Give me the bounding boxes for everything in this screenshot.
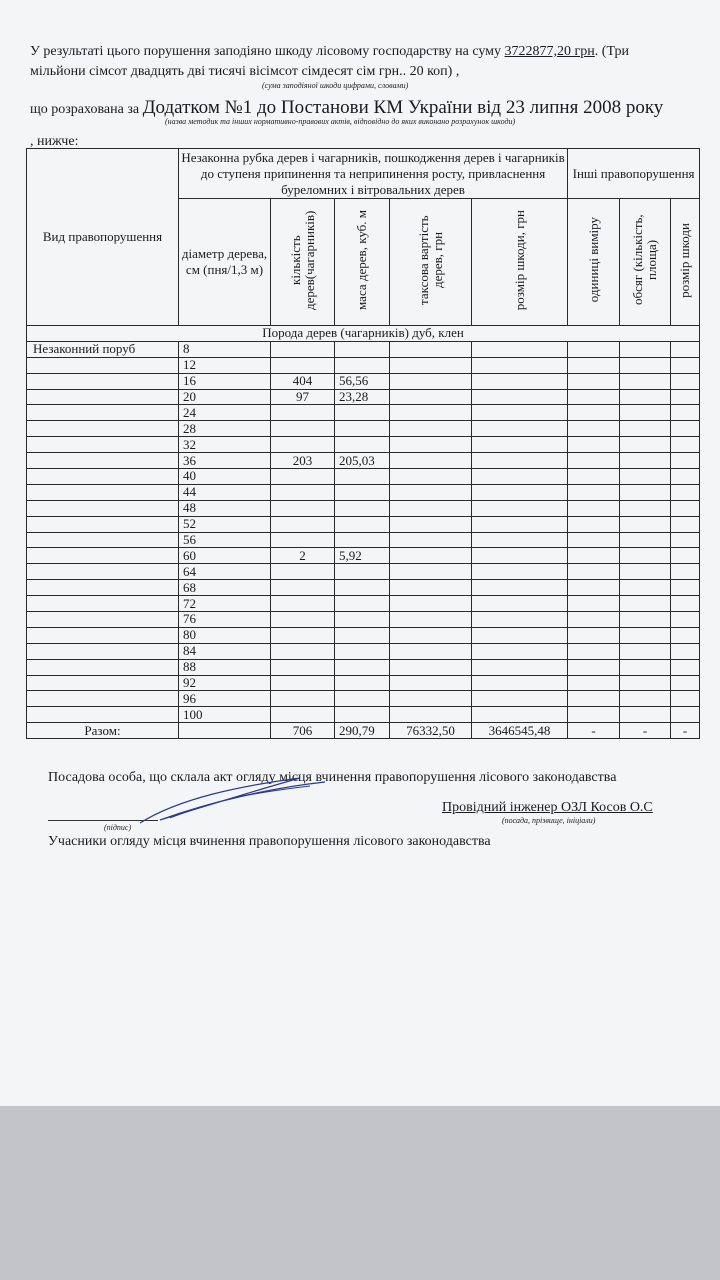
- damage-cell: [472, 421, 568, 437]
- damage-other-cell: [671, 643, 700, 659]
- count-cell: [271, 341, 335, 357]
- mass-cell: 205,03: [335, 453, 390, 469]
- mass-cell: [335, 421, 390, 437]
- count-cell: [271, 516, 335, 532]
- legal-basis-note: (назва методик та інших нормативно-правових актів, відповідно до яких виконано розрахунок шкоди): [165, 117, 516, 126]
- count-cell: [271, 437, 335, 453]
- tax-cell: [390, 707, 472, 723]
- damage-other-cell: [671, 675, 700, 691]
- table-row: [27, 373, 700, 389]
- count-cell: 404: [271, 373, 335, 389]
- header-damage-other-label: розмір шкоди: [677, 222, 693, 298]
- damage-cell: [472, 548, 568, 564]
- count-cell: [271, 405, 335, 421]
- diameter-cell: 76: [179, 612, 271, 628]
- units-cell: [568, 500, 620, 516]
- violation-cell: [27, 469, 179, 485]
- mass-cell: [335, 341, 390, 357]
- violation-cell: [27, 580, 179, 596]
- mass-cell: [335, 532, 390, 548]
- volume-cell: [620, 707, 671, 723]
- damage-cell: [472, 373, 568, 389]
- volume-cell: [620, 675, 671, 691]
- units-cell: [568, 596, 620, 612]
- table-row: [27, 612, 700, 628]
- damage-other-cell: [671, 627, 700, 643]
- damage-other-cell: [671, 707, 700, 723]
- diameter-cell: 56: [179, 532, 271, 548]
- units-cell: [568, 357, 620, 373]
- total-damage: 3646545,48: [472, 723, 568, 739]
- volume-cell: [620, 469, 671, 485]
- damage-cell: [472, 580, 568, 596]
- damage-other-cell: [671, 532, 700, 548]
- signature-note: (підпис): [104, 823, 132, 832]
- species-row: Порода дерев (чагарників) дуб, клен: [27, 326, 700, 342]
- table-row: [27, 405, 700, 421]
- total-units: -: [568, 723, 620, 739]
- units-cell: [568, 437, 620, 453]
- volume-cell: [620, 437, 671, 453]
- damage-other-cell: [671, 516, 700, 532]
- damage-cell: [472, 627, 568, 643]
- diameter-cell: 72: [179, 596, 271, 612]
- table-row: [27, 627, 700, 643]
- diameter-cell: 64: [179, 564, 271, 580]
- tax-cell: [390, 675, 472, 691]
- units-cell: [568, 627, 620, 643]
- mass-cell: [335, 484, 390, 500]
- diameter-cell: 96: [179, 691, 271, 707]
- violation-cell: Незаконний поруб: [27, 341, 179, 357]
- position-note: (посада, прізвище, ініціали): [502, 816, 596, 825]
- total-mass: 290,79: [335, 723, 390, 739]
- volume-cell: [620, 659, 671, 675]
- violation-cell: [27, 627, 179, 643]
- units-cell: [568, 675, 620, 691]
- volume-cell: [620, 357, 671, 373]
- tax-cell: [390, 341, 472, 357]
- tax-cell: [390, 357, 472, 373]
- diameter-cell: 32: [179, 437, 271, 453]
- violation-cell: [27, 357, 179, 373]
- damage-other-cell: [671, 421, 700, 437]
- damage-other-cell: [671, 564, 700, 580]
- mass-cell: [335, 627, 390, 643]
- tax-cell: [390, 373, 472, 389]
- damage-cell: [472, 357, 568, 373]
- volume-cell: [620, 691, 671, 707]
- units-cell: [568, 389, 620, 405]
- header-illegal-felling: Незаконна рубка дерев і чагарників, пошкодження дерев і чагарників до ступеня припинення та неприпинення росту, привласнення буреломних і вітровальних дерев: [179, 149, 568, 199]
- mass-cell: 23,28: [335, 389, 390, 405]
- mass-cell: [335, 516, 390, 532]
- damage-other-cell: [671, 373, 700, 389]
- header-volume-label: обсяг (кількість, площа): [630, 214, 660, 306]
- damage-cell: [472, 437, 568, 453]
- units-cell: [568, 612, 620, 628]
- units-cell: [568, 691, 620, 707]
- units-cell: [568, 405, 620, 421]
- damage-cell: [472, 453, 568, 469]
- units-cell: [568, 469, 620, 485]
- table-row: [27, 453, 700, 469]
- table-row: [27, 484, 700, 500]
- damage-cell: [472, 707, 568, 723]
- table-row: [27, 389, 700, 405]
- tax-cell: [390, 516, 472, 532]
- mass-cell: [335, 643, 390, 659]
- volume-cell: [620, 421, 671, 437]
- tax-cell: [390, 500, 472, 516]
- table-row: [27, 357, 700, 373]
- header-tax-label: таксова вартість дерев, грн: [415, 215, 445, 305]
- diameter-cell: 24: [179, 405, 271, 421]
- units-cell: [568, 707, 620, 723]
- violation-cell: [27, 500, 179, 516]
- intro-line-1: [30, 44, 629, 60]
- tax-cell: [390, 548, 472, 564]
- diameter-cell: 28: [179, 421, 271, 437]
- count-cell: [271, 469, 335, 485]
- violation-cell: [27, 437, 179, 453]
- damage-other-cell: [671, 500, 700, 516]
- mass-cell: [335, 707, 390, 723]
- units-cell: [568, 373, 620, 389]
- amount-note: (сума заподіяної шкоди цифрами, словами): [262, 81, 409, 90]
- volume-cell: [620, 453, 671, 469]
- diameter-cell: 88: [179, 659, 271, 675]
- mass-cell: [335, 500, 390, 516]
- table-row: [27, 421, 700, 437]
- header-mass: [335, 199, 390, 326]
- damage-cell: [472, 532, 568, 548]
- mass-cell: [335, 580, 390, 596]
- volume-cell: [620, 612, 671, 628]
- tax-cell: [390, 580, 472, 596]
- damage-cell: [472, 516, 568, 532]
- table-row: [27, 437, 700, 453]
- count-cell: [271, 707, 335, 723]
- damage-cell: [472, 612, 568, 628]
- header-damage: [472, 199, 568, 326]
- damage-other-cell: [671, 612, 700, 628]
- damage-other-cell: [671, 341, 700, 357]
- count-cell: [271, 580, 335, 596]
- damage-cell: [472, 389, 568, 405]
- mass-cell: 5,92: [335, 548, 390, 564]
- count-cell: [271, 532, 335, 548]
- intro-text: У результаті цього порушення заподіяно шкоду лісовому господарству на суму: [30, 44, 502, 59]
- damage-other-cell: [671, 548, 700, 564]
- total-tax: 76332,50: [390, 723, 472, 739]
- damage-cell: [472, 405, 568, 421]
- table-row: [27, 691, 700, 707]
- units-cell: [568, 341, 620, 357]
- units-cell: [568, 643, 620, 659]
- mass-cell: [335, 675, 390, 691]
- diameter-cell: 60: [179, 548, 271, 564]
- table-row: [27, 659, 700, 675]
- tax-cell: [390, 564, 472, 580]
- diameter-cell: 100: [179, 707, 271, 723]
- damage-cell: [472, 659, 568, 675]
- table-row: [27, 500, 700, 516]
- units-cell: [568, 421, 620, 437]
- diameter-cell: 84: [179, 643, 271, 659]
- volume-cell: [620, 580, 671, 596]
- units-cell: [568, 516, 620, 532]
- tax-cell: [390, 691, 472, 707]
- violation-cell: [27, 564, 179, 580]
- damage-cell: [472, 341, 568, 357]
- tax-cell: [390, 421, 472, 437]
- table-row: [27, 675, 700, 691]
- count-cell: [271, 643, 335, 659]
- violation-cell: [27, 484, 179, 500]
- units-cell: [568, 532, 620, 548]
- count-cell: 203: [271, 453, 335, 469]
- tax-cell: [390, 643, 472, 659]
- damage-other-cell: [671, 469, 700, 485]
- mass-cell: [335, 659, 390, 675]
- volume-cell: [620, 516, 671, 532]
- units-cell: [568, 453, 620, 469]
- header-units-label: одиниці виміру: [585, 217, 601, 303]
- violation-cell: [27, 659, 179, 675]
- tax-cell: [390, 596, 472, 612]
- header-damage-label: розмір шкоди, грн: [511, 209, 527, 311]
- volume-cell: [620, 389, 671, 405]
- violation-cell: [27, 421, 179, 437]
- volume-cell: [620, 484, 671, 500]
- count-cell: [271, 500, 335, 516]
- intro-text: що розрахована за: [30, 102, 140, 117]
- mass-cell: [335, 357, 390, 373]
- table-row: [27, 707, 700, 723]
- volume-cell: [620, 500, 671, 516]
- table-row: [27, 532, 700, 548]
- volume-cell: [620, 548, 671, 564]
- damage-cell: [472, 564, 568, 580]
- volume-cell: [620, 643, 671, 659]
- total-volume: -: [620, 723, 671, 739]
- count-cell: [271, 564, 335, 580]
- mass-cell: [335, 596, 390, 612]
- violation-cell: [27, 675, 179, 691]
- tax-cell: [390, 453, 472, 469]
- count-cell: [271, 484, 335, 500]
- damage-cell: [472, 596, 568, 612]
- header-mass-label: маса дерев, куб. м: [354, 210, 369, 310]
- count-cell: [271, 596, 335, 612]
- violation-cell: [27, 516, 179, 532]
- tax-cell: [390, 469, 472, 485]
- header-count: [271, 199, 335, 326]
- volume-cell: [620, 373, 671, 389]
- volume-cell: [620, 596, 671, 612]
- volume-cell: [620, 627, 671, 643]
- total-count: 706: [271, 723, 335, 739]
- violation-cell: [27, 612, 179, 628]
- damage-cell: [472, 500, 568, 516]
- header-tax: [390, 199, 472, 326]
- diameter-cell: 12: [179, 357, 271, 373]
- count-cell: [271, 675, 335, 691]
- mass-cell: [335, 405, 390, 421]
- participants-label: Учасники огляду місця вчинення правопорушення лісового законодавства: [48, 834, 491, 849]
- diameter-cell: 16: [179, 373, 271, 389]
- legal-basis: Додатком №1 до Постанови КМ України від 23 липня 2008 року: [142, 97, 664, 118]
- damage-cell: [472, 469, 568, 485]
- tax-cell: [390, 405, 472, 421]
- count-cell: [271, 659, 335, 675]
- violation-cell: [27, 405, 179, 421]
- table-row: [27, 643, 700, 659]
- damage-other-cell: [671, 389, 700, 405]
- damage-table: [26, 148, 700, 739]
- damage-other-cell: [671, 357, 700, 373]
- volume-cell: [620, 532, 671, 548]
- official-label: Посадова особа, що склала акт огляду місця вчинення правопорушення лісового законодавства: [48, 770, 617, 785]
- count-cell: [271, 627, 335, 643]
- damage-other-cell: [671, 691, 700, 707]
- volume-cell: [620, 341, 671, 357]
- damage-other-cell: [671, 580, 700, 596]
- damage-other-cell: [671, 453, 700, 469]
- table-row: [27, 516, 700, 532]
- violation-cell: [27, 389, 179, 405]
- header-units: [568, 199, 620, 326]
- violation-cell: [27, 373, 179, 389]
- damage-other-cell: [671, 484, 700, 500]
- violation-cell: [27, 596, 179, 612]
- diameter-cell: 52: [179, 516, 271, 532]
- header-volume: [620, 199, 671, 326]
- tax-cell: [390, 627, 472, 643]
- damage-other-cell: [671, 437, 700, 453]
- intro-line-2: мільйони сімсот двадцять дві тисячі вісімсот сімдесят сім грн.. 20 коп) ,: [30, 64, 460, 79]
- count-cell: 97: [271, 389, 335, 405]
- count-cell: [271, 421, 335, 437]
- header-other-violations: Інші правопорушення: [568, 149, 700, 199]
- table-row: [27, 469, 700, 485]
- header-diameter: діаметр дерева, см (пня/1,3 м): [179, 199, 271, 326]
- diameter-cell: 8: [179, 341, 271, 357]
- official-name: Провідний інженер ОЗЛ Косов О.С: [442, 800, 653, 815]
- table-row: [27, 580, 700, 596]
- damage-cell: [472, 484, 568, 500]
- table-row: [27, 564, 700, 580]
- count-cell: [271, 612, 335, 628]
- damage-other-cell: [671, 659, 700, 675]
- volume-cell: [620, 564, 671, 580]
- tax-cell: [390, 659, 472, 675]
- total-diameter: [179, 723, 271, 739]
- mass-cell: [335, 564, 390, 580]
- units-cell: [568, 484, 620, 500]
- tax-cell: [390, 389, 472, 405]
- total-damage-other: -: [671, 723, 700, 739]
- tax-cell: [390, 484, 472, 500]
- mass-cell: 56,56: [335, 373, 390, 389]
- mass-cell: [335, 469, 390, 485]
- violation-cell: [27, 453, 179, 469]
- volume-cell: [620, 405, 671, 421]
- mass-cell: [335, 612, 390, 628]
- tax-cell: [390, 437, 472, 453]
- table-row: [27, 341, 700, 357]
- background-surface: [0, 1106, 720, 1280]
- violation-cell: [27, 548, 179, 564]
- tax-cell: [390, 612, 472, 628]
- violation-cell: [27, 707, 179, 723]
- count-cell: [271, 357, 335, 373]
- tax-cell: [390, 532, 472, 548]
- damage-cell: [472, 643, 568, 659]
- violation-cell: [27, 691, 179, 707]
- damage-other-cell: [671, 596, 700, 612]
- count-cell: [271, 691, 335, 707]
- mass-cell: [335, 437, 390, 453]
- header-count-label: кількість дерев(чагарників): [287, 210, 317, 310]
- diameter-cell: 68: [179, 580, 271, 596]
- violation-cell: [27, 643, 179, 659]
- damage-amount: 3722877,20 грн: [504, 44, 595, 59]
- units-cell: [568, 564, 620, 580]
- header-violation-type: Вид правопорушення: [27, 149, 179, 326]
- mass-cell: [335, 691, 390, 707]
- count-cell: 2: [271, 548, 335, 564]
- table-row: [27, 596, 700, 612]
- diameter-cell: 44: [179, 484, 271, 500]
- diameter-cell: 36: [179, 453, 271, 469]
- diameter-cell: 48: [179, 500, 271, 516]
- units-cell: [568, 659, 620, 675]
- intro-line-4: , нижче:: [30, 134, 79, 149]
- total-label: Разом:: [27, 723, 179, 739]
- violation-cell: [27, 532, 179, 548]
- damage-cell: [472, 691, 568, 707]
- diameter-cell: 80: [179, 627, 271, 643]
- damage-cell: [472, 675, 568, 691]
- diameter-cell: 20: [179, 389, 271, 405]
- intro-text-tail: . (Три: [594, 44, 629, 59]
- table-body: [27, 341, 700, 722]
- table-row: [27, 548, 700, 564]
- diameter-cell: 92: [179, 675, 271, 691]
- diameter-cell: 40: [179, 469, 271, 485]
- units-cell: [568, 580, 620, 596]
- handwritten-signature: [100, 768, 330, 828]
- units-cell: [568, 548, 620, 564]
- intro-line-3: [30, 97, 663, 119]
- damage-other-cell: [671, 405, 700, 421]
- header-damage-other: [671, 199, 700, 326]
